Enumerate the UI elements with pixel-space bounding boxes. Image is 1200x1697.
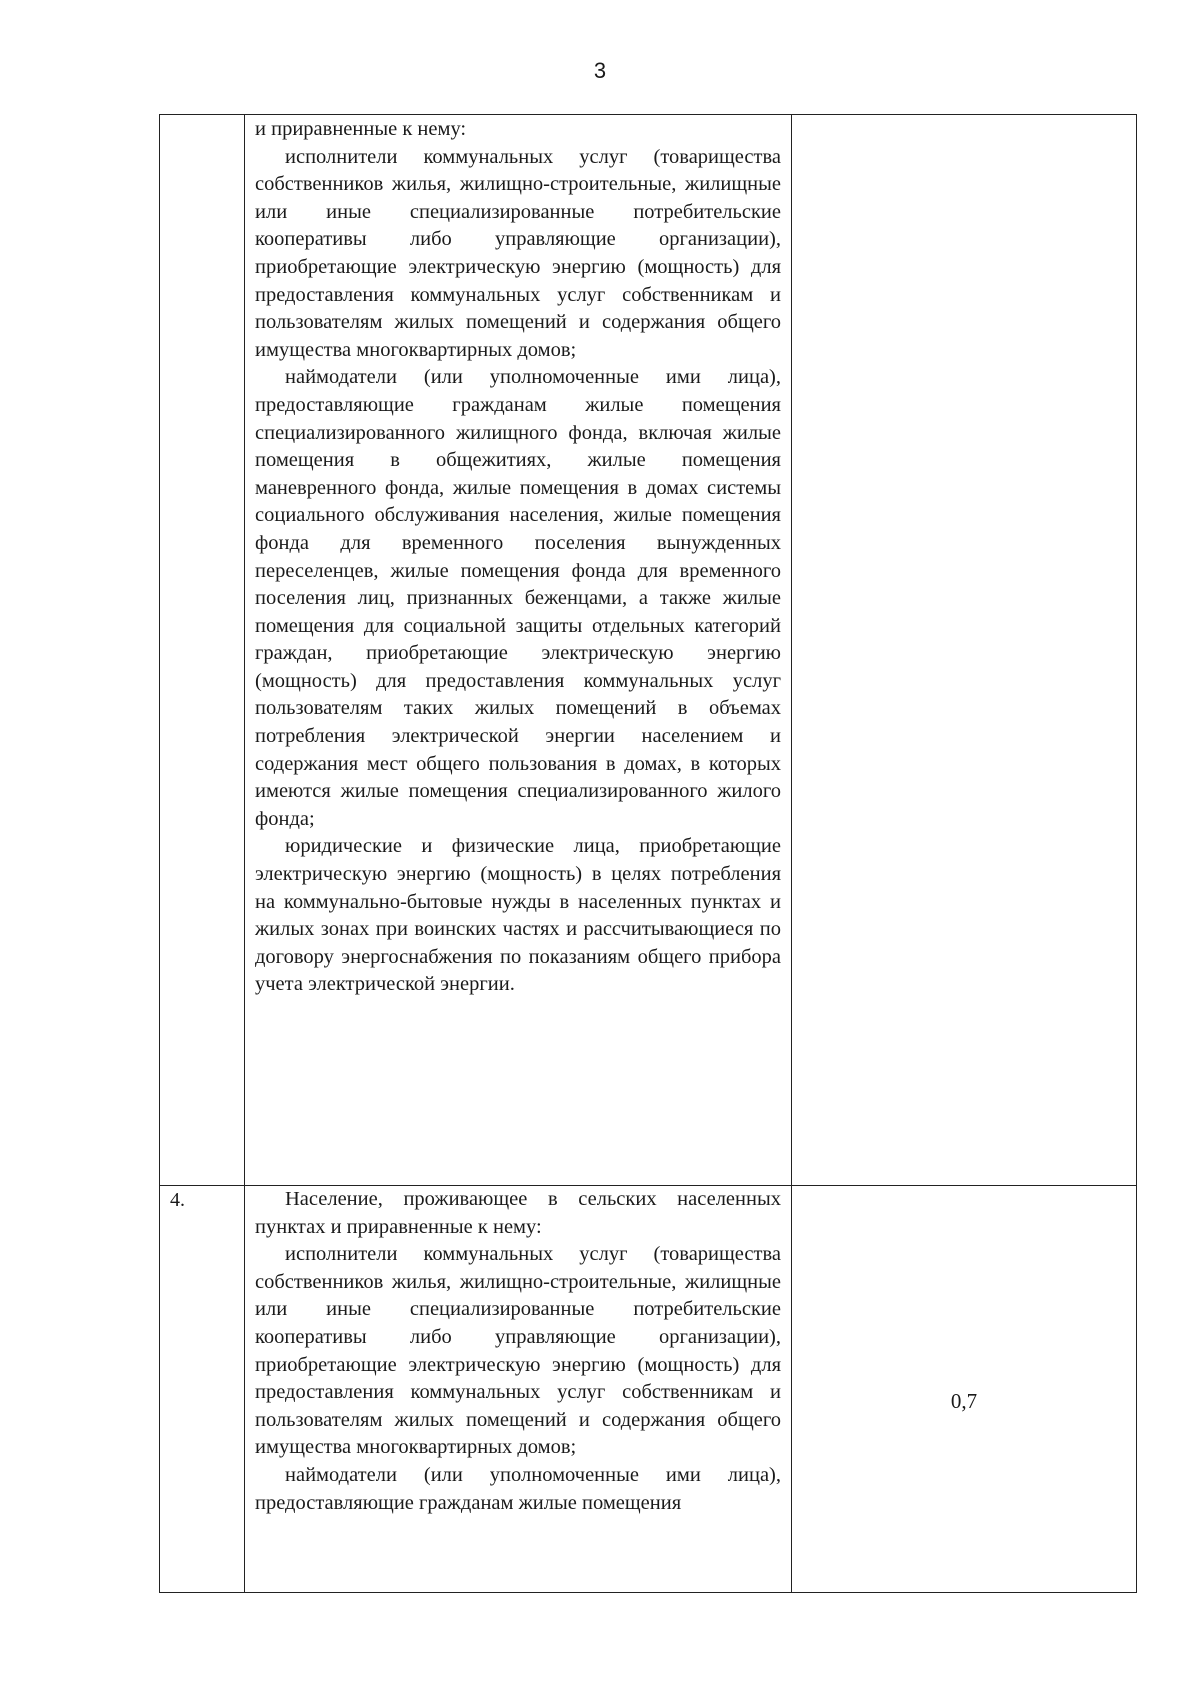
consumer-description bbox=[245, 115, 792, 1186]
consumer-description bbox=[245, 1186, 792, 1593]
paragraph: наймодатели (или уполномоченные ими лица), предоставляющие гражданам жилые помещения специализированного жилищного фонда, включая жилые помещения в общежитиях, жилые помещения маневренного фонда, жилые помещения в домах системы социального обслуживания населения, жилые помещения фонда для временного поселения вынужденных переселенцев, жилые помещения фонда для временного поселения лиц, признанных беженцами, а также жилые помещения для социальной защиты отдельных категорий граждан, приобретающие электрическую энергию (мощность) для предоставления коммунальных услуг пользователям таких жилых помещений в объемах потребления электрической энергии населением и содержания мест общего пользования в домах, в которых имеются жилые помещения специализированного жилого фонда; bbox=[255, 366, 781, 830]
paragraph: наймодатели (или уполномоченные ими лица), предоставляющие гражданам жилые помещения bbox=[255, 1463, 781, 1514]
coefficient-cell bbox=[792, 1186, 1137, 1593]
page-number: 3 bbox=[593, 58, 607, 83]
coefficient-value: 0,7 bbox=[950, 1389, 978, 1413]
paragraph: Население, проживающее в сельских населенных пунктах и приравненные к нему: bbox=[255, 1188, 781, 1238]
paragraph: и приравненные к нему: bbox=[255, 118, 467, 140]
tariff-table bbox=[159, 114, 1137, 1593]
paragraph: исполнители коммунальных услуг (товарищества собственников жилья, жилищно-строительные, жилищные или иные специализированные потребительские кооперативы либо управляющие организации), приобретающие электрическую энергию (мощность) для предоставления коммунальных услуг собственникам и пользователям жилых помещений и содержания общего имущества многоквартирных домов; bbox=[255, 1243, 781, 1459]
paragraph: юридические и физические лица, приобретающие электрическую энергию (мощность) в целях потребления на коммунально-бытовые нужды в населенных пунктах и жилых зонах при воинских частях и рассчитывающиеся по договору энергоснабжения по показаниям общего прибора учета электрической энергии. bbox=[255, 835, 781, 996]
table-row bbox=[160, 115, 1137, 1186]
paragraph: исполнители коммунальных услуг (товарищества собственников жилья, жилищно-строительные, жилищные или иные специализированные потребительские кооперативы либо управляющие организации), приобретающие электрическую энергию (мощность) для предоставления коммунальных услуг собственникам и пользователям жилых помещений и содержания общего имущества многоквартирных домов; bbox=[255, 145, 781, 361]
row-number bbox=[160, 115, 245, 1186]
row-number: 4. bbox=[160, 1186, 245, 1593]
coefficient-cell bbox=[792, 115, 1137, 1186]
table-row bbox=[160, 1186, 1137, 1593]
